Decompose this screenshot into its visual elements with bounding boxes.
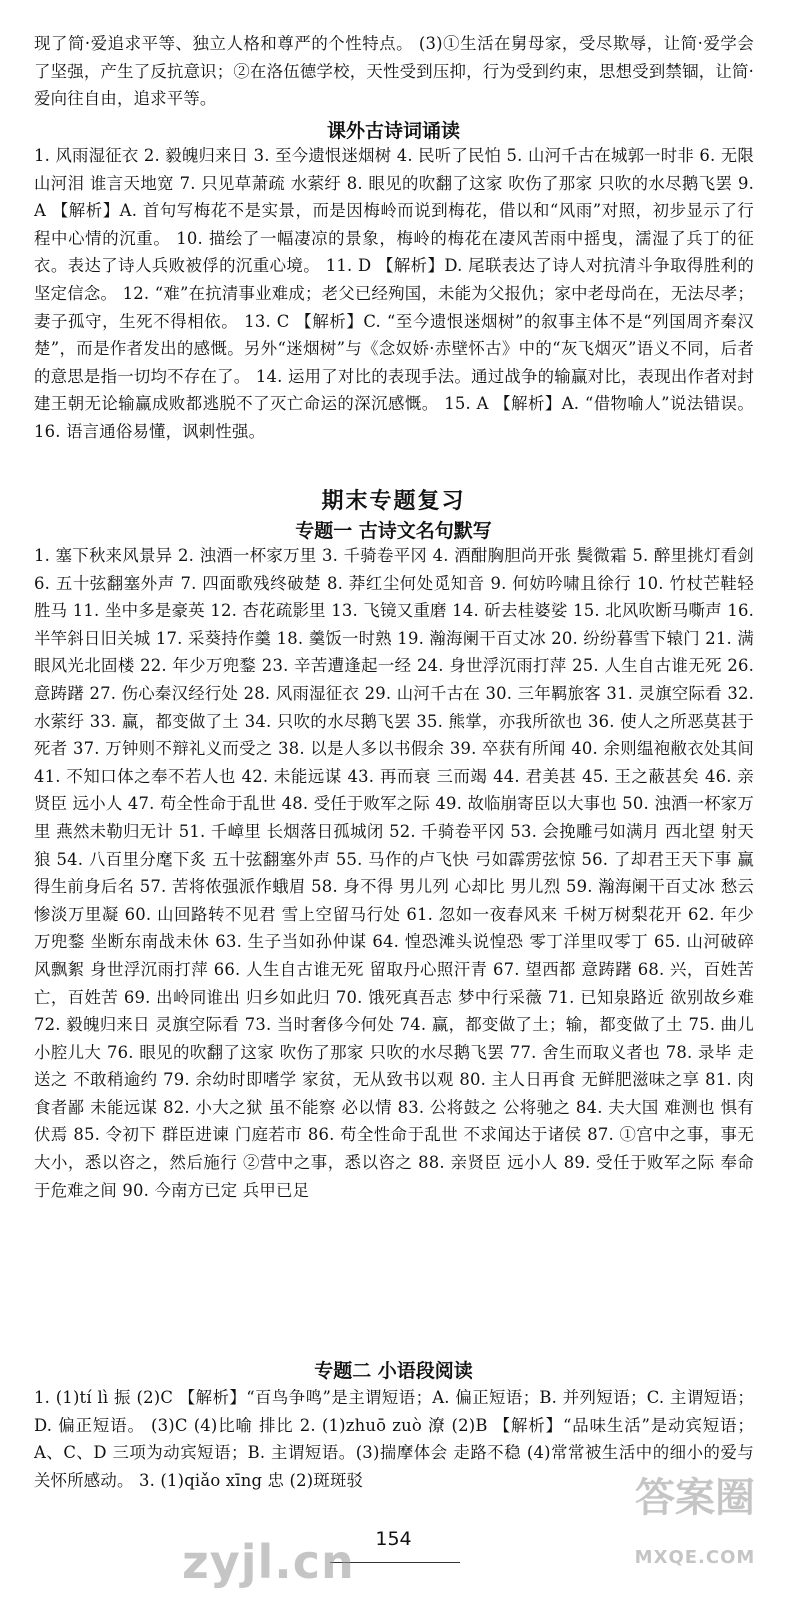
topic-one-title: 专题一 古诗文名句默写 (295, 520, 492, 542)
watermark-text: zyjl.cn (182, 1535, 355, 1589)
topic-two-answers: 1. (1)tí lì 振 (2)C 【解析】“百鸟争鸣”是主谓短语；A. 偏正短语；B. 并列短语；C. 主谓短语；D. 偏正短语。 (3)C (4)比喻 排比 2. (1)zhuō zuò 潦 (2)B 【解析】“品味生活”是动宾短语；A、C、D 三项为动宾短语；B. 主谓短语。(3)揣摩体会 走路不稳 (4)常常被生活中的细小的爱与关怀所感动。 3. (1)qiǎo xīng 忠 (2)斑斑驳 (34, 1388, 754, 1490)
watermark-logo-text: 答案圈 (635, 1475, 755, 1521)
section-title-poetry: 课外古诗词诵读 (326, 120, 460, 142)
page-number: 154 (375, 1528, 412, 1550)
poetry-answers: 1. 风雨湿征衣 2. 毅魄归来日 3. 至今遗恨迷烟树 4. 民听了民怕 5. 山河千古在城郭一时非 6. 无限山河泪 谁言天地宽 7. 只见草萧疏 水萦纡 8. 眼见的吹翻了这家 吹伤了那家 只吹的水尽鹅飞罢 9. A 【解析】A. 首句写梅花不是实景，而是因梅岭而说到梅花，借以和“风雨”对照，初步显示了行程中心情的沉重。 10. 描绘了一幅凄凉的景象，梅岭的梅花在凄风苦雨中摇曳，濡湿了兵丁的征衣。表达了诗人兵败被俘的沉重心境。 11. D 【解析】D. 尾联表达了诗人对抗清斗争取得胜利的坚定信念。 12. “难”在抗清事业难成；老父已经殉国，未能为父报仇；家中老母尚在，无法尽孝；妻子孤守，生死不得相依。 13. C 【解析】C. “至今遗恨迷烟树”的叙事主体不是“列国周齐秦汉楚”，而是作者发出的感慨。另外“迷烟树”与《念奴娇·赤壁怀古》中的“灰飞烟灭”语义不同，后者的意思是指一切均不存在了。 14. 运用了对比的表现手法。通过战争的输赢对比，表现出作者对封建王朝无论输赢成败都逃脱不了灭亡命运的深沉感慨。 15. A 【解析】A. “借物喻人”说法错误。 16. 语言通俗易懂，讽刺性强。 (34, 146, 754, 441)
watermark-domain: MXQE.COM (634, 1547, 756, 1568)
topic-one-answers: 1. 塞下秋来风景异 2. 浊酒一杯家万里 3. 千骑卷平冈 4. 酒酣胸胆尚开张 鬓微霜 5. 醉里挑灯看剑 6. 五十弦翻塞外声 7. 四面歌残终破楚 8. 莽红尘何处觅知音 9. 何妨吟啸且徐行 10. 竹杖芒鞋轻胜马 11. 坐中多是豪英 12. 杏花疏影里 13. 飞镜又重磨 14. 斫去桂婆娑 15. 北风吹断马嘶声 16. 半竿斜日旧关城 17. 采葵持作羹 18. 羹饭一时熟 19. 瀚海阑干百丈冰 20. 纷纷暮雪下辕门 21. 满眼风光北固楼 22. 年少万兜鍪 23. 辛苦遭逢起一经 24. 身世浮沉雨打萍 25. 人生自古谁无死 26. 意踌躇 27. 伤心秦汉经行处 28. 风雨湿征衣 29. 山河千古在 30. 三年羁旅客 31. 灵旗空际看 32. 水萦纡 33. 赢，都变做了土 34. 只吹的水尽鹅飞罢 35. 熊掌，亦我所欲也 36. 使人之所恶莫甚于死者 37. 万钟则不辩礼义而受之 38. 以是人多以书假余 39. 卒获有所闻 40. 余则缊袍敝衣处其间 41. 不知口体之奉不若人也 42. 未能远谋 43. 再而衰 三而竭 44. 君美甚 45. 王之蔽甚矣 46. 亲贤臣 远小人 47. 苟全性命于乱世 48. 受任于败军之际 49. 故临崩寄臣以大事也 50. 浊酒一杯家万里 燕然未勒归无计 51. 千嶂里 长烟落日孤城闭 52. 千骑卷平冈 53. 会挽雕弓如满月 西北望 射天狼 54. 八百里分麾下炙 五十弦翻塞外声 55. 马作的卢飞快 弓如霹雳弦惊 56. 了却君王天下事 赢得生前身后名 57. 苦将侬强派作蛾眉 58. 身不得 男儿列 心却比 男儿烈 59. 瀚海阑干百丈冰 愁云惨淡万里凝 60. 山回路转不见君 雪上空留马行处 61. 忽如一夜春风来 千树万树梨花开 62. 年少万兜鍪 坐断东南战未休 63. 生子当如孙仲谋 64. 惶恐滩头说惶恐 零丁洋里叹零丁 65. 山河破碎风飘絮 身世浮沉雨打萍 66. 人生自古谁无死 留取丹心照汗青 67. 望西都 意踌躇 68. 兴，百姓苦 亡，百姓苦 69. 出岭同谁出 归乡如此归 70. 饿死真吾志 梦中行采薇 71. 已知泉路近 欲别故乡难 72. 毅魄归来日 灵旗空际看 73. 当时奢侈今何处 74. 赢，都变做了土；输，都变做了土 75. 曲儿小腔儿大 76. 眼见的吹翻了这家 吹伤了那家 只吹的水尽鹅飞罢 77. 舍生而取义者也 78. 录毕 走送之 不敢稍逾约 79. 余幼时即嗜学 家贫，无从致书以观 80. 主人日再食 无鲜肥滋味之享 81. 肉食者鄙 未能远谋 82. 小大之狱 虽不能察 必以情 83. 公将鼓之 公将驰之 84. 夫大国 难测也 惧有伏焉 85. 令初下 群臣进谏 门庭若市 86. 苟全性命于乱世 不求闻达于诸侯 87. ①宫中之事，事无大小，悉以咨之，然后施行 ②营中之事，悉以咨之 88. 亲贤臣 远小人 89. 受任于败军之际 奉命于危难之间 90. 今南方已定 兵甲已足 (34, 546, 754, 1200)
watermark-logo (620, 1475, 770, 1568)
topic-two-title: 专题二 小语段阅读 (314, 1360, 473, 1382)
intro-paragraph: 现了简·爱追求平等、独立人格和尊严的个性特点。 (3)①生活在舅母家，受尽欺辱，让简·爱学会了坚强，产生了反抗意识；②在洛伍德学校，天性受到压抑，行为受到约束，思想受到禁锢，让简·爱向往自由，追求平等。 (34, 34, 754, 109)
final-review-title: 期末专题复习 (321, 489, 466, 514)
